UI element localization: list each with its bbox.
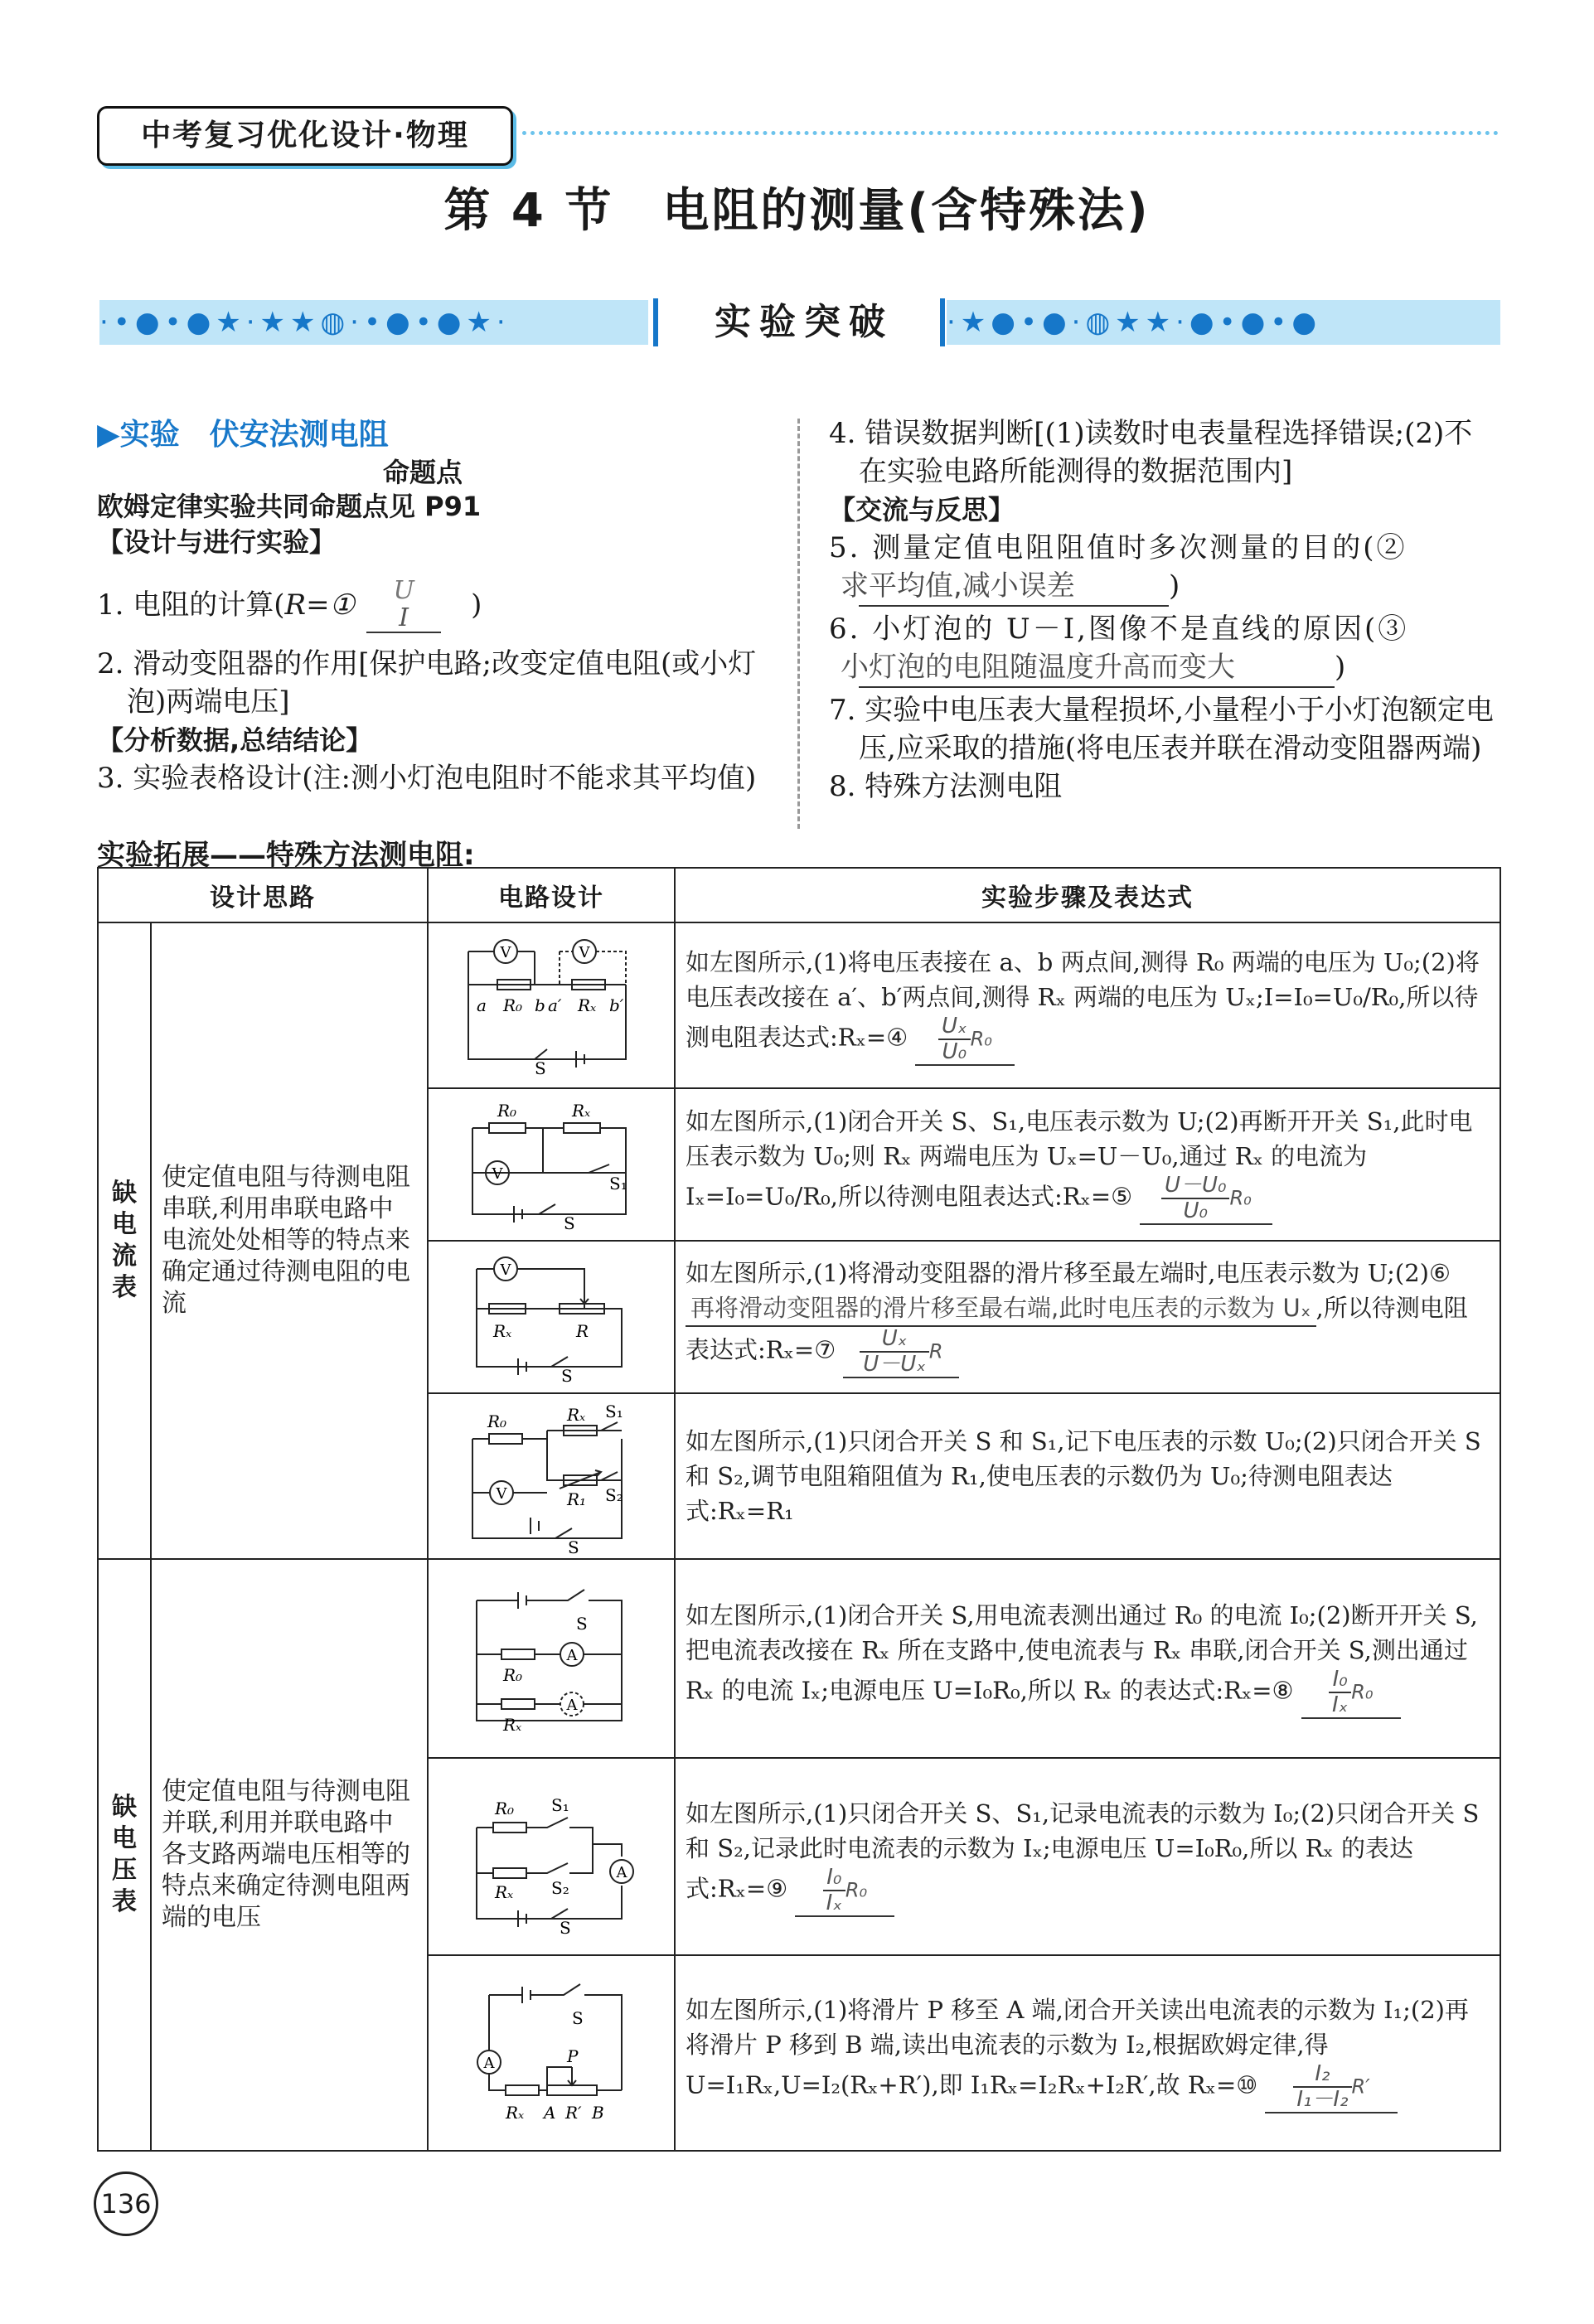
steps-3: 如左图所示,(1)将滑动变阻器的滑片移至最左端时,电压表示数为 U;(2)⑥再将滑动变阻器的滑片移至最右端,此时电压表的示数为 Uₓ ,所以待测电阻表达式:Rₓ=⑦ $\frac{\text{Uₓ}}{\text{U－Uₓ}}$ R [675, 1241, 1500, 1393]
band-title: 实验突破 [715, 301, 894, 343]
steps-5: 如左图所示,(1)闭合开关 S,用电流表测出通过 R₀ 的电流 I₀;(2)断开开关 S,把电流表改接在 Rₓ 所在支路中,使电流表与 Rₓ 串联,闭合开关 S,测出通过 Rₓ 的电流 Iₓ;电源电压 U=I₀R₀,所以 Rₓ 的表达式:Rₓ=⑧ $\frac{\text{I₀}}{\text{Iₓ}}$ R₀ [675, 1559, 1500, 1758]
switch-label: S [568, 1537, 579, 1555]
resistor-label: Rₓ [506, 2103, 525, 2123]
steps-4: 如左图所示,(1)只闭合开关 S 和 S₁,记下电压表的示数 U₀;(2)只闭合开关 S 和 S₂,调节电阻箱阻值为 R₁,使电压表的示数仍为 U₀;待测电阻表达式:Rₓ=R₁ [675, 1393, 1500, 1559]
item-4: 4. 错误数据判断[(1)读数时电表量程选择错误;(2)不在实验电路所能测得的数据范围内] [829, 417, 1473, 488]
prop-heading: 命题点 [383, 457, 463, 488]
item-3: 3. 实验表格设计(注:测小灯泡电阻时不能求其平均值) [97, 762, 757, 795]
resistor-label: Rₓ [495, 1882, 514, 1902]
item1-suffix: ) [471, 588, 482, 622]
resistor-label: Rₓ [572, 1101, 591, 1121]
item-5: 5. 测量定值电阻阻值时多次测量的目的(②求平均值,减小误差 ) [829, 529, 1500, 607]
point-label: b′ [609, 995, 624, 1015]
blank-3: 小灯泡的电阻随温度升高而变大 [859, 648, 1335, 688]
switch-label: S [572, 2008, 584, 2028]
category-no-voltmeter: 缺电压表 [98, 1559, 151, 2151]
circuit-2 [428, 1088, 675, 1241]
answer-5: $\frac{\text{U－U₀}}{\text{U₀}}$ R₀ [1140, 1174, 1272, 1224]
item-8: 8. 特殊方法测电阻 [829, 770, 1063, 803]
resistor-label: Rₓ [578, 995, 597, 1015]
point-label: A [544, 2103, 556, 2123]
header-circuit: 电路设计 [428, 868, 675, 922]
steps-6: 如左图所示,(1)只闭合开关 S、S₁,记录电流表的示数为 I₀;(2)只闭合开关 S 和 S₂,记录此时电流表的示数为 Iₓ;电源电压 U=I₀R₀,所以 Rₓ 的表达式:Rₓ=⑨ $\frac{\text{I₀}}{\text{Iₓ}}$ R₀ [675, 1758, 1500, 1955]
ammeter-label: A [566, 1647, 578, 1664]
special-methods-table [97, 867, 1501, 2152]
band-bar-left [653, 298, 658, 346]
switch-label: S₁ [605, 1402, 623, 1421]
category-no-ammeter: 缺电流表 [98, 922, 151, 1559]
steps-1: 如左图所示,(1)将电压表接在 a、b 两点间,测得 R₀ 两端的电压为 U₀;(2)将电压表改接在 a′、b′两点间,测得 Rₓ 两端的电压为 Uₓ;I=I₀=U₀/R₀,所以待测电阻表达式:Rₓ=④ $\frac{\text{Uₓ}}{\text{U₀}}$ R₀ [675, 922, 1500, 1088]
answer-9: $\frac{\text{I₀}}{\text{Iₓ}}$ R₀ [795, 1866, 894, 1916]
slider-label: P [567, 2046, 579, 2066]
idea-series: 使定值电阻与待测电阻串联,利用串联电路中电流处处相等的特点来确定通过待测电阻的电流 [151, 922, 428, 1559]
circuit-1 [428, 922, 675, 1088]
circuit-2-diagram [464, 1098, 638, 1231]
point-label: B [592, 2103, 604, 2123]
circuit-4-diagram [464, 1397, 638, 1555]
resistance-box-label: R₁ [567, 1489, 587, 1509]
voltmeter-label: V [496, 1485, 507, 1503]
item-7: 7. 实验中电压表大量程损坏,小量程小于小灯泡额定电压,应采取的措施(将电压表并联在滑动变阻器两端) [829, 694, 1495, 765]
circuit-5-diagram [468, 1580, 634, 1737]
answer-6: 再将滑动变阻器的滑片移至最右端,此时电压表的示数为 Uₓ [686, 1290, 1316, 1327]
item-2: 2. 滑动变阻器的作用[保护电路;改变定值电阻(或小灯泡)两端电压] [97, 647, 757, 719]
voltmeter-label: V [500, 1261, 511, 1279]
right-column [829, 414, 1500, 806]
header-design-idea: 设计思路 [98, 868, 428, 922]
item1-answer-fraction: U I [366, 577, 441, 633]
experiment-heading: ▶实验 伏安法测电阻 [97, 418, 389, 452]
voltmeter-label: V [500, 944, 511, 961]
resistor-label: R₀ [487, 1411, 507, 1431]
ammeter-label: A [616, 1864, 627, 1881]
circuit-4 [428, 1393, 675, 1559]
steps-2: 如左图所示,(1)闭合开关 S、S₁,电压表示数为 U;(2)再断开开关 S₁,此时电压表示数为 U₀;则 Rₓ 两端电压为 Uₓ=U－U₀,通过 Rₓ 的电流为 Iₓ=I₀=U₀/R₀,所以待测电阻表达式:Rₓ=⑤ $\frac{\text{U－U₀}}{\text{U₀}}$ R₀ [675, 1088, 1500, 1241]
resistor-label: Rₓ [503, 1715, 522, 1735]
point-label: a [477, 995, 487, 1015]
resistor-label: R₀ [503, 995, 523, 1015]
ref-line: 欧姆定律实验共同命题点见 P91 [97, 491, 482, 522]
resistor-label: R₀ [503, 1665, 523, 1685]
exchange-heading: 【交流与反思】 [829, 494, 1015, 525]
voltmeter-label: V [492, 1165, 503, 1183]
resistor-label: Rₓ [493, 1321, 512, 1341]
switch-label: S [576, 1614, 588, 1634]
left-column [97, 414, 777, 797]
circuit-3-diagram [468, 1251, 634, 1383]
item1-prefix: 1. 电阻的计算( [97, 588, 285, 622]
table-row [98, 1559, 1500, 1758]
resistor-label: Rₓ [567, 1405, 586, 1425]
idea-parallel: 使定值电阻与待测电阻并联,利用并联电路中各支路两端电压相等的特点来确定待测电阻两端的电压 [151, 1559, 428, 2151]
design-heading: 【设计与进行实验】 [97, 526, 337, 558]
table-row [98, 922, 1500, 1088]
analysis-heading: 【分析数据,总结结论】 [97, 724, 373, 756]
header-steps: 实验步骤及表达式 [675, 868, 1500, 922]
header-dotted-rule [522, 131, 1499, 135]
section-title: 第 4 节 电阻的测量(含特殊法) [443, 184, 1151, 238]
band-decoration-right: ·★●•●·◍★★·●•●•● [947, 300, 1500, 345]
item-6: 6. 小灯泡的 U－I,图像不是直线的原因(③小灯泡的电阻随温度升高而变大 ) [829, 610, 1500, 688]
page-number: 136 [94, 2171, 158, 2236]
circuit-6 [428, 1758, 675, 1955]
book-title-tag: 中考复习优化设计·物理 [97, 106, 513, 166]
ammeter-label: A [566, 1697, 578, 1714]
circuit-1-diagram [460, 935, 642, 1076]
item-1 [97, 565, 777, 645]
circuit-5 [428, 1559, 675, 1758]
switch-label: S₂ [605, 1485, 623, 1505]
switch-label: S [564, 1213, 575, 1231]
switch-label: S [560, 1918, 571, 1935]
point-label: a′ [548, 995, 562, 1015]
ammeter-label: A [483, 2055, 495, 2072]
item1-r: R=① [284, 588, 356, 622]
switch-label: S [535, 1058, 546, 1076]
answer-7: $\frac{\text{Uₓ}}{\text{U－Uₓ}}$ R [843, 1327, 959, 1377]
switch-label: S [561, 1366, 573, 1383]
switch-label: S₁ [551, 1795, 569, 1815]
circuit-6-diagram [468, 1778, 634, 1935]
blank-2: 求平均值,减小误差 [859, 567, 1169, 607]
steps-7: 如左图所示,(1)将滑片 P 移至 A 端,闭合开关读出电流表的示数为 I₁;(2)再将滑片 P 移到 B 端,读出电流表的示数为 I₂,根据欧姆定律,得 U=I₁Rₓ,U=I₂(Rₓ+R′),即 I₁Rₓ=I₂Rₓ+I₂R′,故 Rₓ=⑩ $\frac{\text{I₂}}{\text{I₁－I₂}}$ R′ [675, 1955, 1500, 2151]
voltmeter-label: V [579, 944, 590, 961]
circuit-7-diagram [464, 1974, 638, 2132]
point-label: b [535, 995, 545, 1015]
resistor-label: R₀ [497, 1101, 517, 1121]
resistor-label: R₀ [495, 1799, 515, 1818]
answer-8: $\frac{\text{I₀}}{\text{Iₓ}}$ R₀ [1301, 1668, 1401, 1718]
switch-label: S₁ [609, 1174, 627, 1193]
table-header-row [98, 868, 1500, 922]
circuit-7 [428, 1955, 675, 2151]
answer-4: $\frac{\text{Uₓ}}{\text{U₀}}$ R₀ [915, 1014, 1015, 1065]
switch-label: S₂ [551, 1878, 569, 1898]
column-divider [797, 419, 800, 829]
band-decoration-left: ·•●•●★·★★◍·•●•●★· [99, 300, 648, 345]
answer-10: $\frac{\text{I₂}}{\text{I₁－I₂}}$ R′ [1265, 2062, 1398, 2113]
band-bar-right [940, 298, 945, 346]
extension-title: 实验拓展——特殊方法测电阻: [97, 839, 475, 872]
circuit-3 [428, 1241, 675, 1393]
rheostat-label: R [576, 1321, 589, 1341]
rheostat-label: R′ [565, 2103, 582, 2123]
